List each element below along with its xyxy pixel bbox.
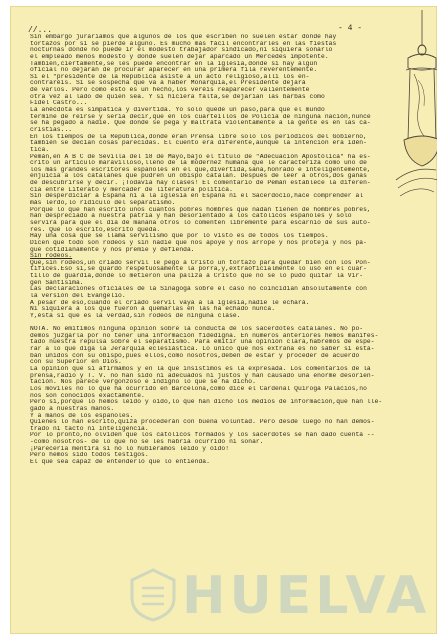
text-line: Los móviles no lo que ha ocurrido en Barcelona,como dice el Cardenal Quiroga Palacios,no [30,385,367,392]
text-line: Sin rodeos. [30,253,73,260]
text-line: más lerdo,lo ridículo del separatismo. [30,200,176,207]
text-line: Sin embargo jurariamos que algunos de los que escriben no suelen estar donde hay [30,34,337,40]
text-line: Sin desperdiciar a España ni a la Iglesia en España ni el Sacerdocio,hace comprender al [30,193,364,200]
text-line: crito un artículo maravilloso,lleno de la modernez humana que le caracteriza como uno de [30,160,367,167]
text-line: Y a manos de los españoles. [30,412,134,419]
text-line: Pero sí,porque lo hemos leído y oído,lo que han dicho los medios de información,que han lle- [30,399,383,406]
text-line: gen Santísima. [30,279,84,286]
text-line: La opinión que sí afirmamos y en la que insistimos es la expresada. Los comentarios de la [30,366,371,373]
text-line: de descubrirse y decir. ¡Todavía hay clases! El comentario de Pemán establece la diferen- [30,180,371,187]
text-line: NOTA. No emitimos ninguna opinión sobre la conducta de los sacerdotes catalanes. No po- [30,326,364,333]
text-line: La anécdota es simpática y divertida. Yo solo quede un paso,para que el mundo [30,107,325,114]
text-line: los más grandes escritores españoles en el que,divertida,sana,honrado e inteligentemente, [30,166,371,173]
text-line [30,320,422,327]
text-line: el empleado menos modesto y donde suelen dejar aparcado un Mercedes impotente. [30,53,329,60]
text-line: Por lo pronto,no olviden que los católicos formados y los sacerdotes se han dado cuenta -- [30,432,375,439]
text-line: Las declaraciones oficiales de la Sinagoga sobre el caso no coincidían absolutamente con [30,286,367,293]
text-line: Si el "presidente de la República asiste a un acto religioso,allí los en- [30,73,310,80]
text-line: prensa,radio y T. V. no han sido ni adecuados ni justos y han causado una enorme desorien- [30,372,375,379]
text-line: tillo de guardia,donde lo metieron una paliza a Cristo que no se lo pudo quitar la Vir- [30,273,364,280]
text-line: gado a nuestras manos. [30,405,115,412]
text-line: enjuicia a los catalanes que pudren un obispo catalán. Después de leer a otros,dos ganas [30,173,367,180]
text-line: gue cotidianamente y nos premie y defienda. [30,246,195,253]
text-line: otra vez al lado de quien sea. Y si hiciera falta,se dejarían las barbas como [30,93,325,100]
text-line: Dicen que todo son rodeos y sin nadie que nos apoye y nos arrope y nos proteja y nos pa- [30,239,367,246]
text-line: de varlos. Pero como ésto es un hecho,los veréis reaparecer valientemente [30,87,310,94]
text-line: servirá para que el día de mañana otros lo comenten libremente para escarnio de sus auto- [30,219,371,226]
text-line: también se decían cosas parecidas. El cuento era diferente,aunque la intención era idén- [30,140,367,147]
document-page [10,6,437,634]
text-line: Hay una cosa que se llama servilismo que por lo visto es de todos los tiempos. [30,233,329,240]
text-line: han despreciado a nuestra patria y han desorientado a los católicos españoles y sólo [30,213,352,220]
text-line: la versión del Evangelio. [30,292,126,299]
continuation-mark: //... [28,26,53,35]
text-line: cia entre Literato y mercader de literatura política. [30,186,233,193]
text-line: Fidel Castro... [30,100,88,107]
text-line: En los tiempos de la República,donde eran Prensa libre solo los periódicos del Gobierno, [30,133,367,140]
page-number: - 4 - [338,24,363,33]
text-line: A pesar de eso,cuando el criado servil vaya a la iglesia,nadie le echará. [30,299,310,306]
text-line: tado nuestra repulsa sobre el separatismo. Para emitir una opinión clara,habremos de espe- [30,339,375,346]
text-line: rar a lo que diga la Jerarquía eclesiástica. Lo único que nos extraña es no saber si esta- [30,346,375,353]
text-line: tífices.Eso sí,se quardó respetuosamente la porra,y,extraoficialmente lo usó en el cuar- [30,266,367,273]
text-line: tación. Nos parece vergonzoso e indigno lo que se ha dicho. [30,379,256,386]
text-line: tortazos por si se pierde alguno. Es mucho más fácil encontrarles en las fiestas [30,40,337,47]
text-line: Que,sin rodeos,un criado servil le pegó a Cristo un tortazo para quedar bien con los Pon- [30,259,371,266]
text-line: demos juzgarla por no tener una información fidedigna. En números anteriores hemos manifes- [30,332,379,339]
text-line: con su Superior en Dios. [30,359,122,366]
text-line: Pemán,en A B C de Sevilla del 18 de Mayo,bajo el título de "Adecuación Apostólica" ha es- [30,153,371,160]
text-line: Pero hemos sido todos testigos. [30,452,149,459]
text-line: Quienes lo han escrito,quizá procederán con buena voluntad. Pero desde luego no han demos- [30,419,375,426]
text-line: Porque lo que han escrito unos cuantos pobres hombres que nadan tienen de hombres pobres, [30,206,371,213]
text-line: res. Que lo escrito,escrito queda. [30,226,161,233]
article-body [30,34,422,466]
text-line: También,ciertamente,se les puede encontrar en la iglesia,donde si hay algún [30,60,318,67]
text-line: ¡Parecería mentira si no lo hubiéramos leído y oído! [30,445,230,452]
text-line: cristías... [30,126,73,133]
text-line: ban unidos con su obispo,pues ellos,como nosotros,deben de estar y proceder de acuerdo [30,352,360,359]
text-line: tica. [30,146,50,153]
text-line: Y,ésta sí que es la verdad,sin rodeos de ninguna clase. [30,312,241,319]
text-line: El que sea capaz de entenderlo que lo entienda. [30,459,210,465]
text-line: nocturnas donde no puede ir el modesto trabajador sindicado,ni siquiera soñarlo [30,47,333,54]
text-line: se ha pegado a nadie. Que donde se pega y maltrata violentamente a la gente es en las ca- [30,120,371,127]
archive-emblem-icon [128,568,178,622]
text-line: Ni siquiera a los que fueron a quemarlas en las ha echado nunca. [30,306,276,313]
text-line: trado ni tacto ni inteligencia. [30,425,149,432]
text-line: termine de reírse y sería decir,que en los cuarteillos de Policía de ninguna nación,nunce [30,113,371,120]
text-line: contraréis. Si se sospecha que va a haber Monarquía,el Presidente dejará [30,80,306,87]
text-line: oficial no dejarán de procurar aparecer en una primera fila reverentemente. [30,67,318,74]
archive-watermark: HUELVA [182,566,431,626]
text-line: -como nosotros- de lo que no se les habría ocurrido ni soñar. [30,439,264,446]
text-line: nos son conocidos exactamente. [30,392,145,399]
